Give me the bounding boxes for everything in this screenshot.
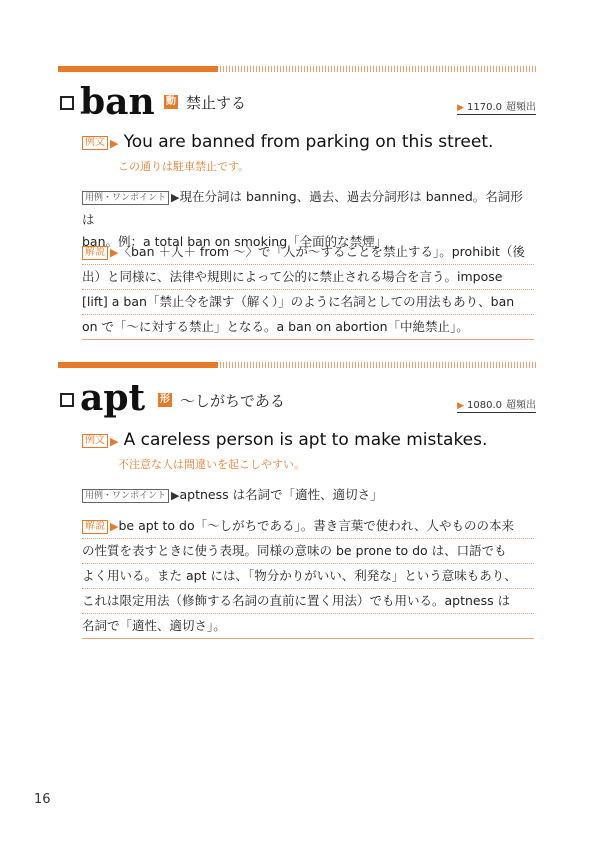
- notes-label: 解説: [82, 520, 108, 534]
- divider-solid: [58, 66, 218, 72]
- checkbox-icon[interactable]: [60, 96, 74, 110]
- example-label: 例文: [82, 434, 108, 448]
- entry-divider-bar: [58, 66, 536, 72]
- notes-line: [82, 240, 534, 265]
- example-sentence-en: You are banned from parking on this street.: [123, 132, 494, 152]
- checkbox-icon[interactable]: [60, 393, 74, 407]
- entry-divider-bar: [58, 362, 536, 368]
- notes-line: 名詞で「適性、適切さ」。: [82, 614, 534, 639]
- frequency-label: 超頻出: [506, 102, 536, 113]
- meaning: 〜しがちである: [180, 392, 285, 410]
- notes-line: これは限定用法（修飾する名詞の直前に置く用法）でも用いる。aptness は: [82, 589, 534, 614]
- usage-line: ban。例：a total ban on smoking「全面的な禁煙」: [82, 234, 388, 249]
- notes-line: 出）と同様に、法律や規則によって公的に禁止される場合を言う。impose: [82, 265, 534, 290]
- triangle-right-icon: ▶: [110, 435, 119, 448]
- usage-label: 用例・ワンポイント: [82, 191, 169, 205]
- notes-label: 解説: [82, 246, 108, 260]
- notes-line: [82, 514, 534, 539]
- notes-text: 〈ban ＋人＋ from 〜〉で「人が〜することを禁止する」。prohibit（後: [118, 244, 525, 259]
- entry-header-ban: [58, 81, 536, 124]
- usage-block: [82, 484, 534, 507]
- meaning: 禁止する: [186, 94, 247, 112]
- usage-label: 用例・ワンポイント: [82, 489, 169, 503]
- usage-line: [82, 484, 534, 507]
- notes-block: [82, 240, 534, 340]
- divider-dots: [220, 362, 536, 368]
- page-number: 16: [34, 792, 51, 807]
- triangle-right-icon: ▶: [171, 489, 180, 502]
- pos-badge: 形: [160, 394, 170, 405]
- notes-block: [82, 514, 534, 639]
- example-sentence-ja: 不注意な人は間違いを起こしやすい。: [118, 458, 305, 471]
- divider-dots: [220, 66, 536, 72]
- frequency-label: 超頻出: [506, 400, 536, 411]
- example-sentence-en: A careless person is apt to make mistakes.: [123, 430, 488, 450]
- example-label: 例文: [82, 136, 108, 150]
- triangle-right-icon: ▶: [110, 520, 119, 533]
- example-sentence-ja: この通りは駐車禁止です。: [118, 160, 250, 173]
- notes-line: よく用いる。また apt には、「物分かりがいい、利発な」という意味もあり、: [82, 564, 534, 589]
- entry-header-apt: [58, 377, 536, 420]
- divider-solid: [58, 362, 218, 368]
- triangle-right-icon: ▶: [171, 191, 180, 204]
- notes-line: [lift] a ban「禁止令を課す（解く）」のように名詞としての用法もあり、ban: [82, 290, 534, 315]
- usage-text: 現在分詞は banning、過去、過去分詞形は banned。名詞形は: [82, 189, 523, 227]
- headword: ban: [80, 81, 155, 123]
- pos-badge: 動: [166, 96, 176, 107]
- triangle-right-icon: ▶: [110, 246, 119, 259]
- triangle-right-icon: ▶: [457, 401, 464, 411]
- triangle-right-icon: ▶: [110, 137, 119, 150]
- notes-line: の性質を表すときに使う表現。同様の意味の be prone to do は、口語でも: [82, 539, 534, 564]
- notes-line: on で「〜に対する禁止」となる。a ban on abortion「中絶禁止」。: [82, 315, 534, 340]
- triangle-right-icon: ▶: [457, 103, 464, 113]
- frequency-indicator: [457, 396, 536, 413]
- example-block: [82, 132, 542, 173]
- example-block: [82, 430, 542, 471]
- notes-text: be apt to do「〜しがちである」。書き言葉で使われ、人やものの本来: [118, 518, 515, 533]
- usage-line: [82, 186, 534, 231]
- usage-text: aptness は名詞で「適性、適切さ」: [179, 487, 383, 502]
- frequency-value: 1080.0: [467, 400, 502, 411]
- headword: apt: [80, 377, 146, 419]
- frequency-indicator: [457, 98, 536, 115]
- frequency-value: 1170.0: [467, 102, 502, 113]
